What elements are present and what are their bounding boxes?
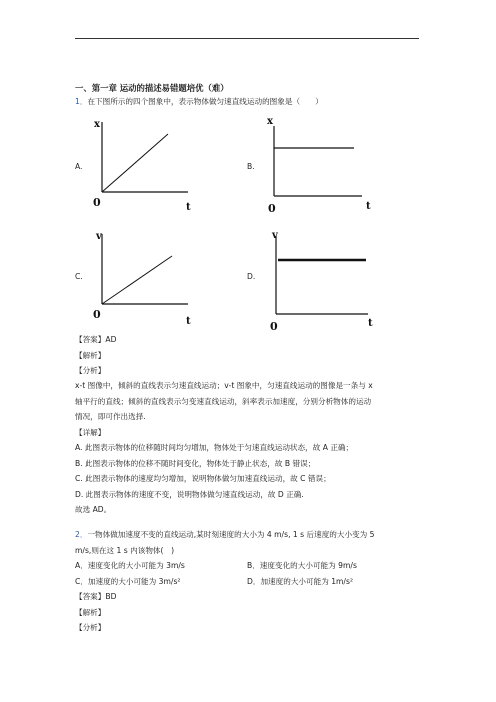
q1-answer: 【答案】AD <box>75 335 117 344</box>
y-axis-label: x <box>94 119 100 130</box>
graph-c <box>90 226 200 326</box>
graph-d <box>262 226 377 332</box>
q1-analysis-line-1: x-t 图像中，倾斜的直线表示匀速直线运动；v-t 图象中，匀速直线运动的图像是一条与 x <box>75 381 373 390</box>
x-axis-label: t <box>186 202 191 213</box>
question-text: 一物体做加速度不变的直线运动,某时刻速度的大小为 4 m/s, 1 s 后速度的大小变为 5 <box>87 530 375 539</box>
x-axis-label: t <box>368 318 373 329</box>
y-axis-label: x <box>267 116 273 127</box>
origin-label: 0 <box>270 320 278 332</box>
graph-b <box>262 114 377 214</box>
question-2-stem-line-1 <box>75 530 375 540</box>
origin-label: 0 <box>93 196 101 209</box>
q1-jiexi: 【解析】 <box>75 351 106 360</box>
q2-option-c: C．加速度的大小可能为 3m/s² <box>75 577 181 586</box>
q1-analysis-line-3: 情况，即可作出选择. <box>75 412 146 421</box>
question-number: 1． <box>75 97 88 106</box>
section-title: 一、第一章 运动的描述易错题培优（难） <box>75 83 229 93</box>
q1-fenxi: 【分析】 <box>75 366 106 375</box>
q1-detail-a: A. 此图表示物体的位移随时间均匀增加，物体处于匀速直线运动状态，故 A 正确； <box>75 443 354 452</box>
q1-detail-b: B. 此图表示物体的位移不随时间变化，物体处于静止状态，故 B 错误； <box>75 459 316 468</box>
option-b-label: B. <box>247 162 255 171</box>
q2-option-b: B．速度变化的大小可能为 9m/s <box>247 561 357 570</box>
q2-option-a: A．速度变化的大小可能为 3m/s <box>75 561 185 570</box>
q1-detail-d: D. 此图表示物体的速度不变，说明物体做匀速直线运动，故 D 正确. <box>75 490 304 499</box>
q1-conclusion: 故选 AD。 <box>75 505 112 514</box>
origin-label: 0 <box>93 308 101 321</box>
graph-a-svg <box>90 114 200 214</box>
question-1-stem <box>75 97 323 107</box>
q1-detail-c: C. 此图表示物体的速度均匀增加，说明物体做匀加速直线运动，故 C 错误； <box>75 474 331 483</box>
header-rule <box>75 38 419 39</box>
graph-b-svg <box>262 114 377 214</box>
option-d-label: D. <box>247 272 256 281</box>
option-a-label: A. <box>75 162 83 171</box>
graph-a <box>90 114 200 214</box>
data-line <box>102 256 172 304</box>
question-2-stem-line-2: m/s,则在这 1 s 内该物体( ) <box>75 546 175 555</box>
option-c-label: C. <box>75 272 83 281</box>
origin-label: 0 <box>268 202 276 214</box>
question-number: 2． <box>75 530 88 539</box>
y-axis-label: v <box>96 231 102 242</box>
graph-d-svg <box>262 226 377 332</box>
q2-jiexi: 【解析】 <box>75 608 106 617</box>
q2-answer: 【答案】BD <box>75 592 117 601</box>
question-text: 在下图所示的四个图象中，表示物体做匀速直线运动的图象是（ ） <box>87 97 323 106</box>
y-axis-label: v <box>272 230 278 241</box>
q2-fenxi: 【分析】 <box>75 623 106 632</box>
q1-detail-heading: 【详解】 <box>75 428 106 437</box>
x-axis-label: t <box>186 316 191 326</box>
graph-c-svg <box>90 226 200 326</box>
x-axis-label: t <box>366 201 371 212</box>
q2-option-d: D．加速度的大小可能为 1m/s² <box>247 577 353 586</box>
q1-analysis-line-2: 轴平行的直线；倾斜的直线表示匀变速直线运动，斜率表示加速度，分别分析物体的运动 <box>75 397 372 406</box>
data-line <box>102 134 168 192</box>
